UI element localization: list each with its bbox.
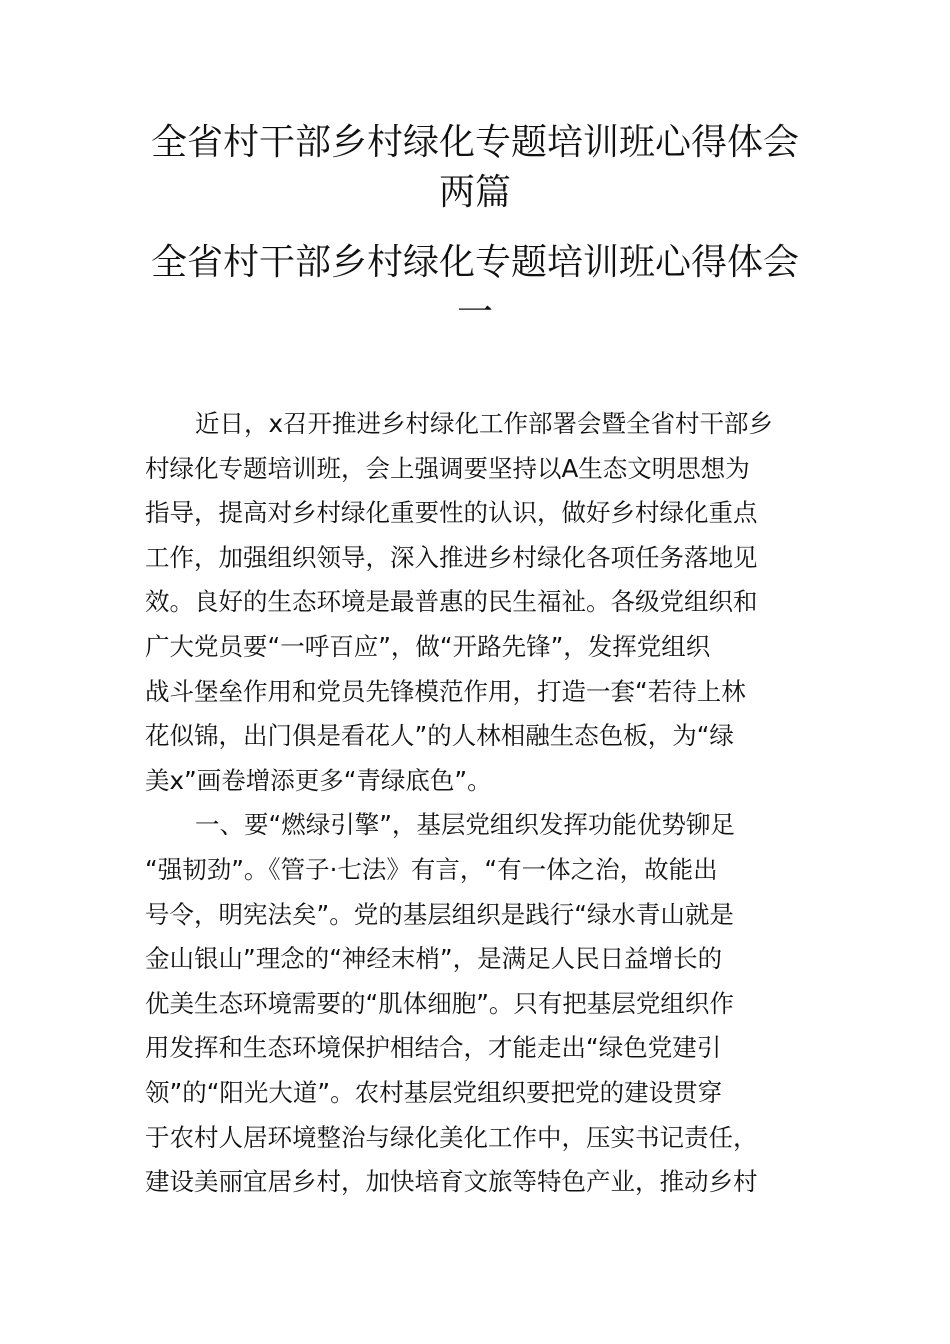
paragraph-line: 用发挥和生态环境保护相结合，才能走出“绿色党建引 <box>145 1033 722 1063</box>
paragraph-line: 村绿化专题培训班，会上强调要坚持以A生态文明思想为 <box>145 453 750 483</box>
paragraph-line: 指导，提高对乡村绿化重要性的认识，做好乡村绿化重点 <box>145 498 758 528</box>
paragraph-line: 于农村人居环境整治与绿化美化工作中，压实书记责任， <box>145 1122 758 1152</box>
title-line: 两篇 <box>438 172 511 213</box>
paragraph-line: “强韧劲”。《管子·七法》有言，“有一体之治，故能出 <box>145 854 718 884</box>
paragraph-line: 美x”画卷增添更多“青绿底色”。 <box>145 765 492 795</box>
paragraph-line: 工作，加强组织领导，深入推进乡村绿化各项任务落地见 <box>145 542 758 572</box>
paragraph-line: 花似锦，出门俱是看花人”的人林相融生态色板，为“绿 <box>145 721 734 751</box>
paragraph-line: 优美生态环境需要的“肌体细胞”。只有把基层党组织作 <box>145 988 734 1018</box>
subtitle-line: 一 <box>456 292 493 333</box>
paragraph-line: 近日，x召开推进乡村绿化工作部署会暨全省村干部乡 <box>195 409 773 438</box>
paragraph-line: 号令，明宪法矣”。党的基层组织是践行“绿水青山就是 <box>145 899 734 929</box>
subtitle-line: 全省村干部乡村绿化专题培训班心得体会 <box>150 242 799 283</box>
paragraph-line: 建设美丽宜居乡村，加快培育文旅等特色产业，推动乡村 <box>145 1167 758 1197</box>
document-title <box>140 118 810 338</box>
paragraph-line: 广大党员要“一呼百应”，做“开路先锋”，发挥党组织 <box>145 631 711 661</box>
document-body <box>145 402 815 1205</box>
section-heading-line: 一、要“燃绿引擎”，基层党组织发挥功能优势铆足 <box>195 810 735 840</box>
title-spacer <box>140 218 810 238</box>
paragraph-line: 战斗堡垒作用和党员先锋模范作用，打造一套“若待上林 <box>145 676 746 706</box>
paragraph-line: 领”的“阳光大道”。农村基层党组织要把党的建设贯穿 <box>145 1077 723 1107</box>
paragraph-line: 金山银山”理念的“神经末梢”，是满足人民日益增长的 <box>145 944 723 974</box>
title-line: 全省村干部乡村绿化专题培训班心得体会 <box>150 122 799 163</box>
paragraph-line: 效。良好的生态环境是最普惠的民生福祉。各级党组织和 <box>145 587 758 617</box>
